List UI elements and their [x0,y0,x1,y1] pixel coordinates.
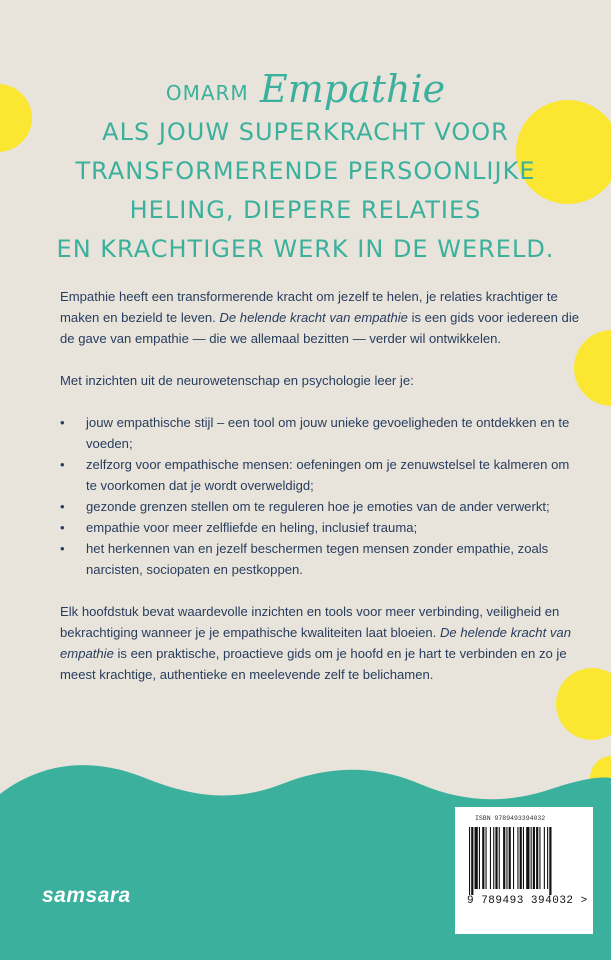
publisher-logo: samsara [42,884,131,907]
closing-paragraph [60,601,580,685]
benefit-item: • gezonde grenzen stellen om te reguleren hoe je emoties van de ander verwerkt; [60,496,580,517]
intro-book-title: De helende kracht van empathie [219,310,408,325]
headline-line-3: HELING, DIEPERE RELATIES [129,196,482,224]
barcode-bar [503,827,505,889]
barcode-bar [479,827,480,889]
isbn-label: ISBN 9789493394032 [475,815,546,822]
barcode-bar [493,827,494,889]
blurb-text [60,286,580,706]
barcode-bar [490,827,491,889]
barcode-digits: 9 789493 394032 > [467,895,588,907]
barcode-bar [486,827,487,889]
closing-book-title: De helende kracht van empathie [60,625,571,661]
barcode-bar [547,827,548,889]
headline-line-1: ALS JOUW SUPERKRACHT VOOR [102,118,509,146]
headline-script-word: Empathie [260,67,446,111]
barcode-bar [506,827,507,889]
barcode-bar [520,827,522,889]
barcode-bar [469,827,470,895]
lead-in-paragraph: Met inzichten uit de neurowetenschap en psychologie leer je: [60,373,414,388]
benefit-item: • empathie voor meer zelfliefde en heling, inclusief trauma; [60,517,580,538]
intro-paragraph [60,286,580,349]
barcode-bars [469,827,579,895]
barcode-bar [513,827,514,889]
barcode-bar [544,827,545,889]
barcode-bar [482,827,484,889]
isbn-barcode [455,807,593,934]
headline-line-4: EN KRACHTIGER WERK IN DE WERELD. [56,235,555,263]
headline-line-2: TRANSFORMERENDE PERSOONLIJKE [75,157,536,185]
barcode-bar [526,827,529,889]
barcode-bar [499,827,500,889]
closing-text-before: Elk hoofdstuk bevat waardevolle inzichten en tools voor meer verbinding, veiligheid en bekrachtiging wanneer je je empathische kwaliteiten laat bloeien. [60,604,560,640]
barcode-bar [523,827,524,889]
barcode-bar [471,827,473,895]
cover-headline [0,67,611,269]
benefit-item: • jouw empathische stijl – een tool om jouw unieke gevoeligheden te ontdekken en te voeden; [60,412,580,454]
barcode-bar [509,827,511,889]
barcode-bar [517,827,518,889]
barcode-bar [549,827,551,895]
intro-text-after: is een gids voor iedereen die de gave van empathie — die we allemaal bezitten — verder wil ontwikkelen. [60,310,580,346]
intro-text-before: Empathie heeft een transformerende kracht om jezelf te helen, je relaties krachtiger te maken en bezield te leven. [60,289,558,325]
barcode-bar [536,827,538,889]
benefit-list [60,412,580,580]
barcode-bar [533,827,535,889]
barcode-bar [475,827,478,889]
benefit-item: • zelfzorg voor empathische mensen: oefeningen om je zenuwstelsel te kalmeren om te voorkomen dat je wordt overweldigd; [60,454,580,496]
barcode-bar [531,827,532,889]
closing-text-after: is een praktische, proactieve gids om je hoofd en je hart te verbinden en zo je meest krachtige, authentieke en meelevende zelf te belichamen. [60,646,567,682]
barcode-bar [495,827,497,889]
barcode-bar [539,827,540,889]
headline-first-line [0,67,611,113]
benefit-item: • het herkennen van en jezelf beschermen tegen mensen zonder empathie, zoals narcisten, sociopaten en pestkoppen. [60,538,580,580]
headline-prefix: OMARM [165,81,249,105]
